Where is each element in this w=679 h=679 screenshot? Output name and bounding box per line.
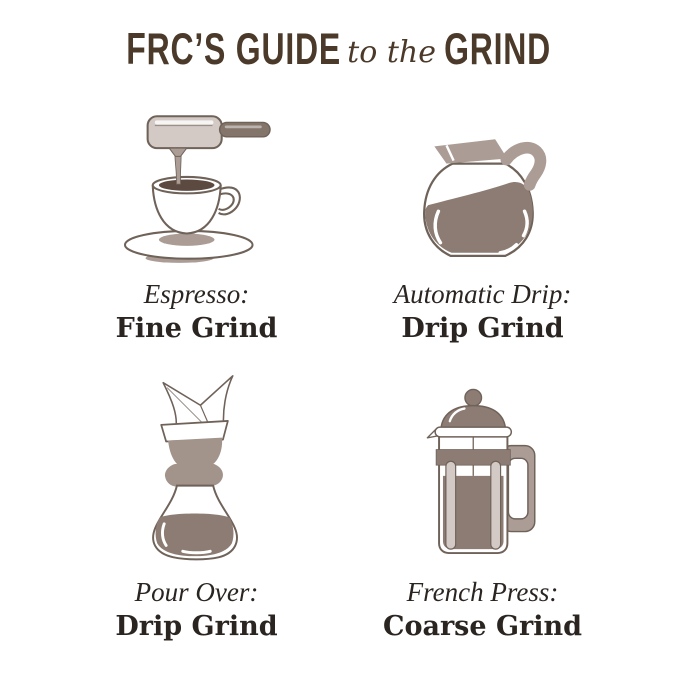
cell-pour-over	[54, 361, 340, 659]
espresso-coffee-surface	[158, 180, 214, 191]
method-label: Pour Over:	[134, 577, 259, 608]
method-label: French Press:	[406, 577, 559, 608]
french-press-caption	[383, 577, 582, 643]
cup-handle	[218, 187, 239, 214]
french-press-art	[400, 373, 566, 565]
grind-label: Drip Grind	[115, 611, 278, 643]
flask-coffee	[156, 514, 234, 557]
cell-espresso	[54, 87, 340, 361]
method-label: Automatic Drip:	[393, 279, 572, 309]
pour-over-caption	[115, 577, 277, 643]
method-label: Espresso:	[143, 279, 250, 309]
drip-coffee-carafe-icon	[371, 117, 595, 267]
collar-upper	[168, 438, 222, 465]
collar-lower	[165, 464, 223, 487]
frame-post-right	[490, 462, 500, 550]
title-left: FRC’S GUIDE	[126, 24, 341, 74]
lid-rim	[435, 428, 511, 438]
pour-over-chemex-icon	[118, 369, 275, 565]
pour-over-art	[118, 373, 275, 565]
cell-french-press	[340, 361, 626, 659]
page-title	[0, 0, 679, 73]
method-grid	[54, 87, 626, 660]
frame-post-left	[445, 462, 455, 550]
portafilter-spout	[169, 148, 186, 156]
carafe-lid	[434, 139, 507, 163]
grind-label: Coarse Grind	[382, 611, 583, 643]
plunger-knob	[464, 390, 481, 407]
espresso-art	[89, 87, 305, 267]
press-handle-hole	[508, 459, 528, 520]
french-press-icon	[400, 379, 566, 565]
automatic-drip-art	[371, 87, 595, 267]
espresso-portafilter-cup-icon	[89, 91, 305, 267]
automatic-drip-caption	[394, 279, 572, 345]
title-right: GRIND	[444, 24, 551, 74]
cup-shadow	[158, 234, 214, 246]
grind-label: Fine Grind	[115, 313, 278, 345]
title-script: to the	[347, 35, 436, 70]
grind-label: Drip Grind	[401, 313, 564, 345]
espresso-caption	[116, 279, 278, 345]
portafilter-handle	[219, 122, 269, 136]
cell-automatic-drip	[340, 87, 626, 361]
